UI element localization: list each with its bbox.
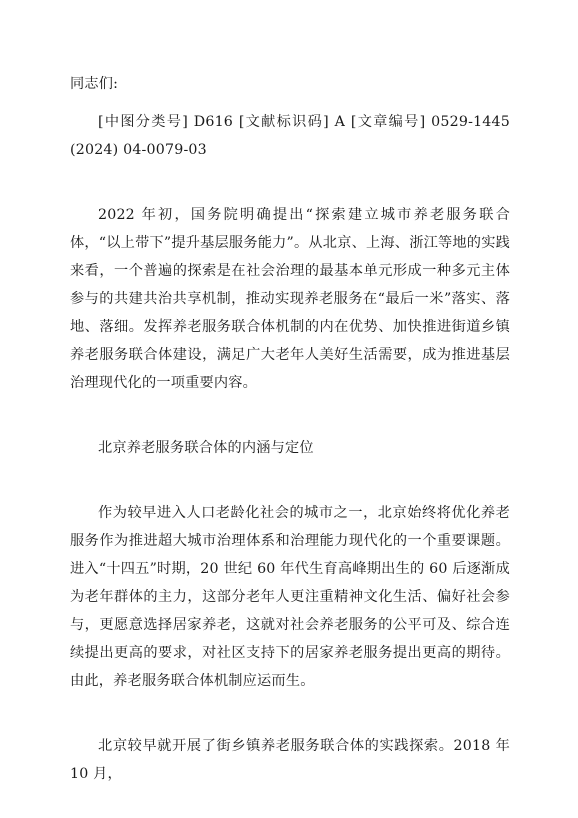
classification-meta: [中图分类号] D616 [文献标识码] A [文章编号] 0529-1445 (2024) 04-0079-03 bbox=[70, 114, 510, 158]
body-paragraph-2: 作为较早进入人口老龄化社会的城市之一，北京始终将优化养老服务作为推进超大城市治理体系和治理能力现代化的一个重要课题。进入“十四五”时期，20 世纪 60 年代生育高峰期出生的 60 后逐渐成为老年群体的主力，这部分老年人更注重精神文化生活、偏好社会参与，更愿意选择居家养老，这就对社会养老服务的公平可及、综合连续提出更高的要求，对社区支持下的居家养老服务提出更高的期待。由此，养老服务联合体机制应运而生。 bbox=[70, 505, 510, 689]
intro-paragraph: 2022 年初，国务院明确提出“探索建立城市养老服务联合体，“以上带下”提升基层服务能力”。从北京、上海、浙江等地的实践来看，一个普遍的探索是在社会治理的最基本单元形成一种多元主体参与的共建共治共享机制，推动实现养老服务在“最后一米”落实、落地、落细。发挥养老服务联合体机制的内在优势、加快推进街道乡镇养老服务联合体建设，满足广大老年人美好生活需要，成为推进基层治理现代化的一项重要内容。 bbox=[70, 207, 510, 391]
body-paragraph-3: 北京较早就开展了街乡镇养老服务联合体的实践探索。2018 年 10 月， bbox=[70, 738, 510, 782]
section-heading: 北京养老服务联合体的内涵与定位 bbox=[98, 440, 314, 456]
salutation: 同志们: bbox=[70, 76, 119, 92]
